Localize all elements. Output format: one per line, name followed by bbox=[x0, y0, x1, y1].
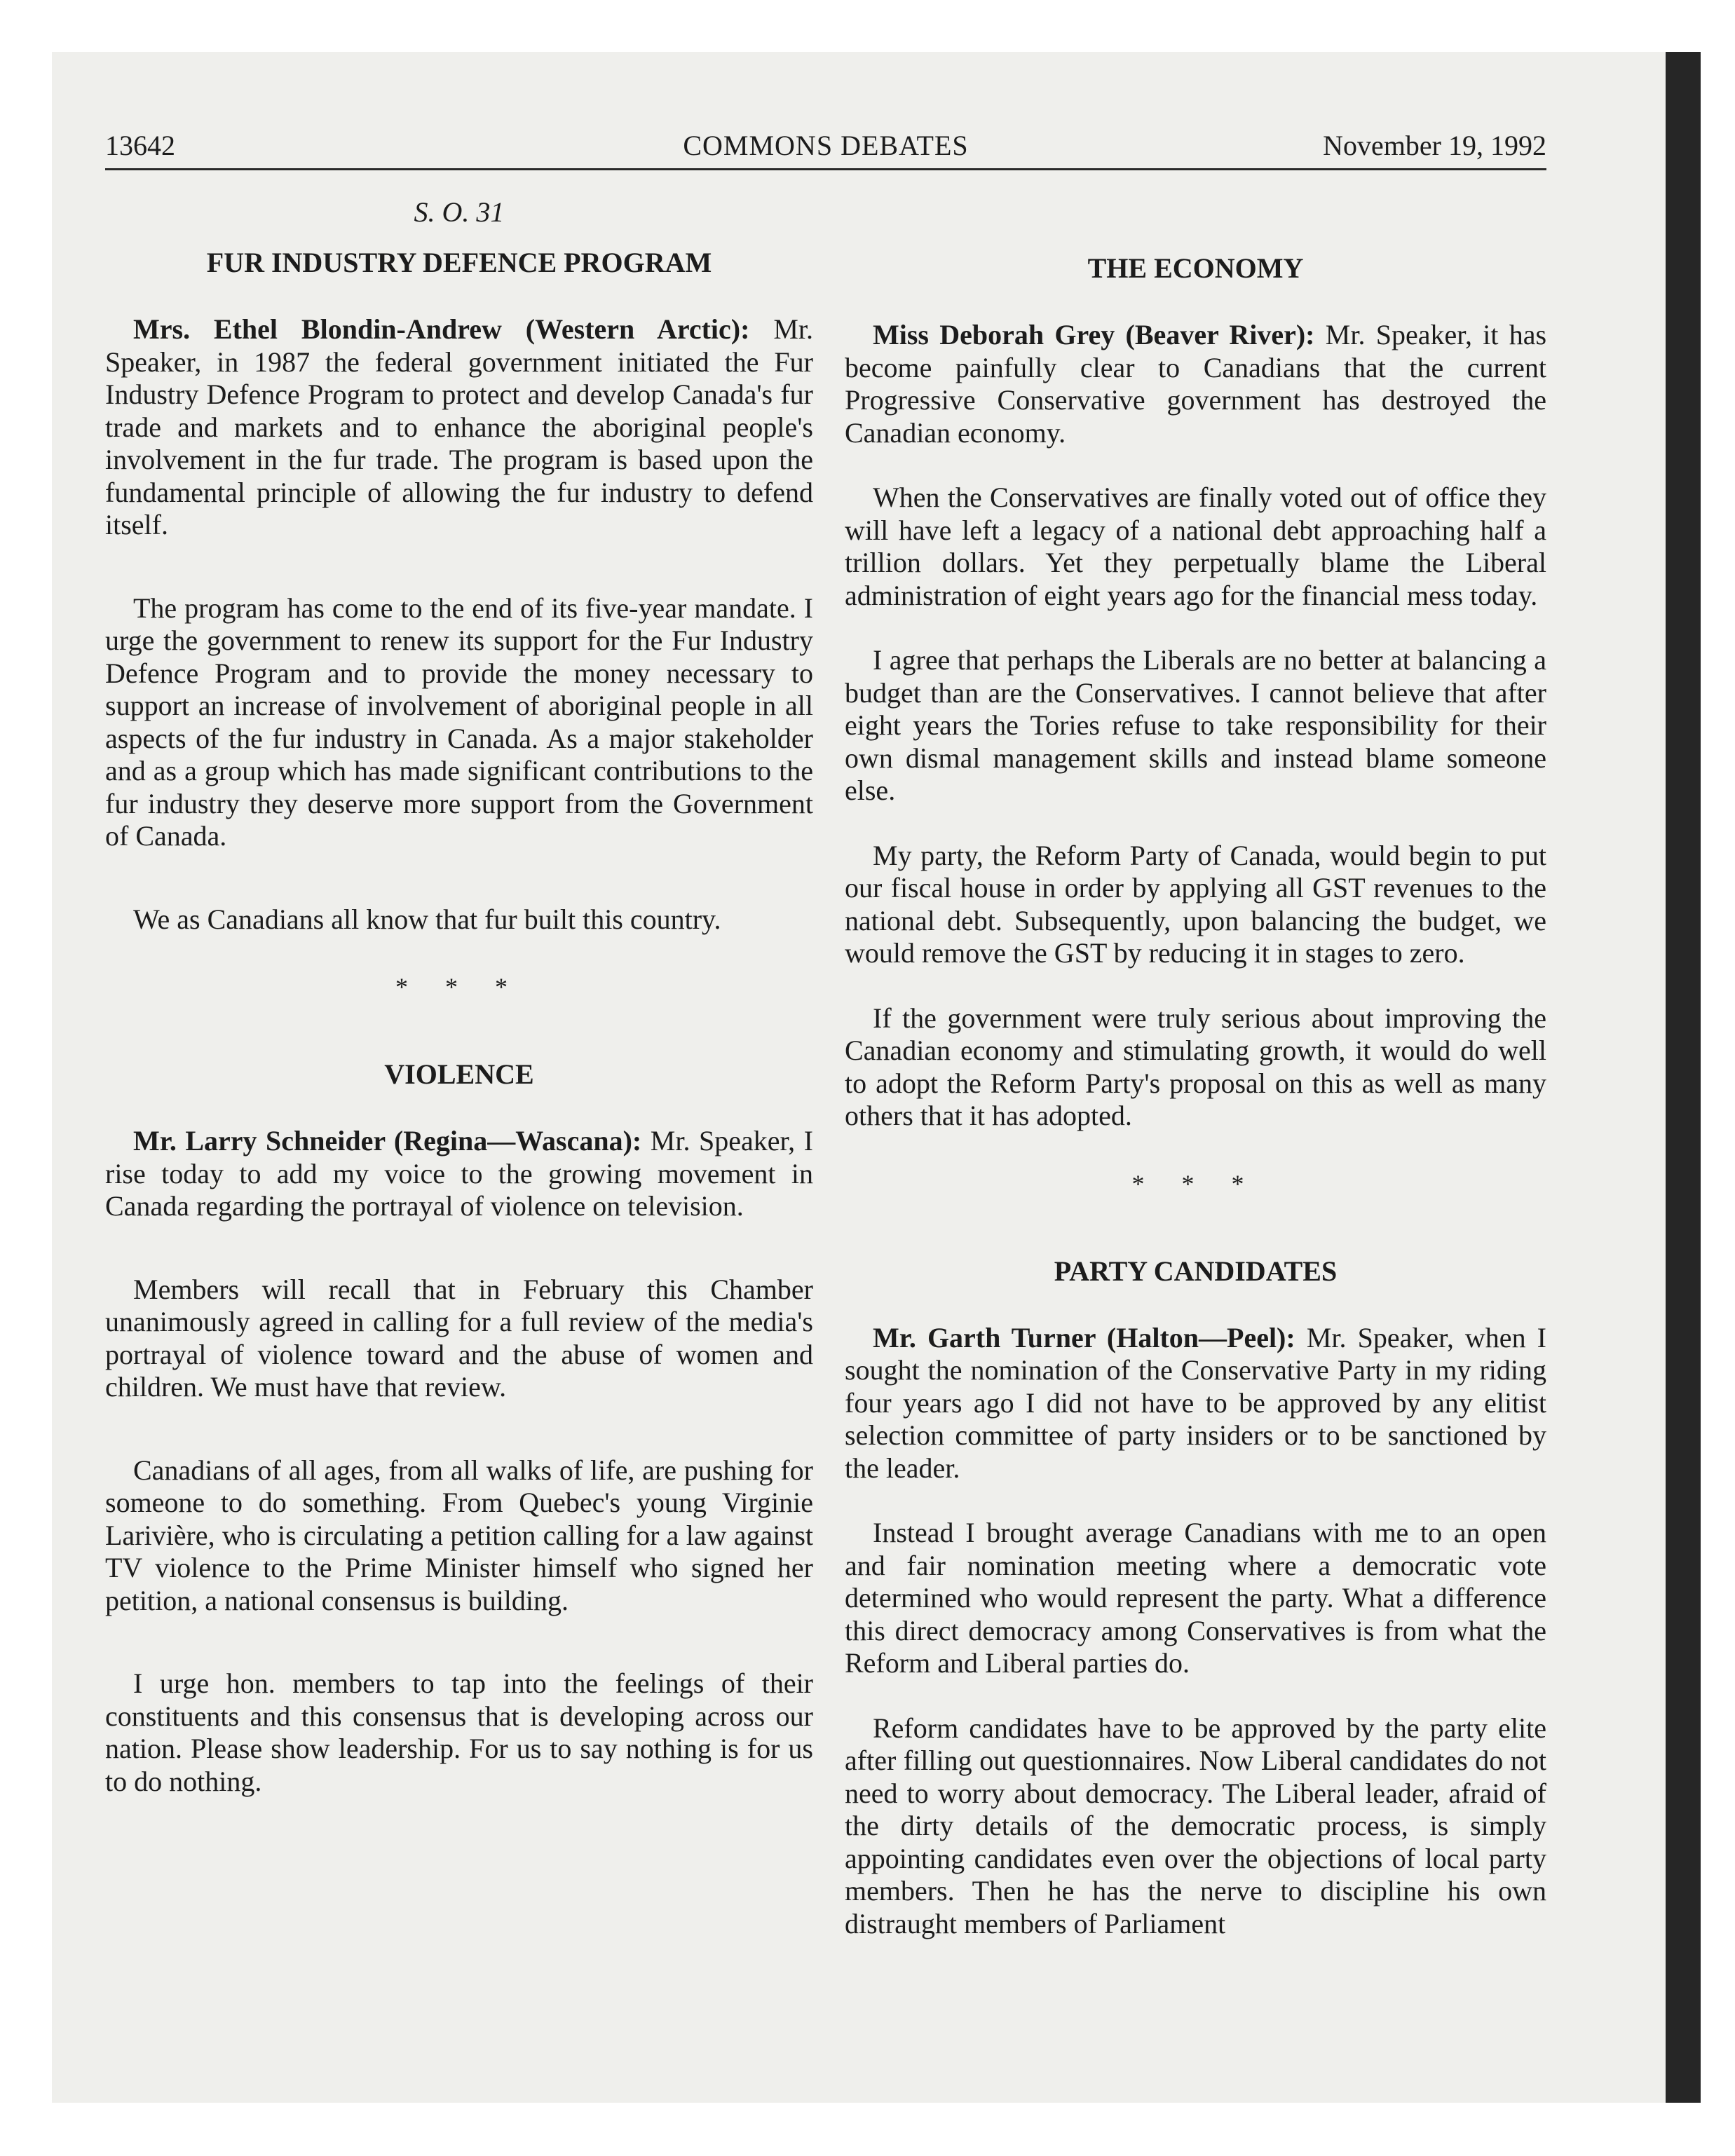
left-column bbox=[105, 193, 813, 1830]
running-header bbox=[105, 126, 1546, 170]
paragraph: Instead I brought average Canadians with me to an open and fair nomination meeting where a democratic vote determined who would represent the party. What a difference this direct democracy among Conservatives is from what the Reform and Liberal parties do. bbox=[845, 1517, 1546, 1679]
section-separator: * * * bbox=[395, 973, 523, 1001]
speaker-name: Miss Deborah Grey (Beaver River): bbox=[873, 319, 1315, 350]
section-heading-economy: THE ECONOMY bbox=[1087, 252, 1304, 284]
paragraph: If the government were truly serious about improving the Canadian economy and stimulating growth, it would do well to adopt the Reform Party's proposal on this as well as many others that it has adopted. bbox=[845, 1002, 1546, 1131]
paragraph: Reform candidates have to be approved by the party elite after filling out questionnaires. Now Liberal candidates do not need to worry about democracy. The Liberal leader, afraid of the dirty details of the democratic process, is simply appointing candidates even over the objections of local party members. Then he has the nerve to discipline his own distraught members of Parliament bbox=[845, 1712, 1546, 1939]
header-date: November 19, 1992 bbox=[1323, 130, 1546, 161]
section-heading-party-candidates: PARTY CANDIDATES bbox=[1054, 1255, 1338, 1287]
speaker-name: Mr. Larry Schneider (Regina—Wascana): bbox=[133, 1125, 642, 1157]
paragraph: Mr. Larry Schneider (Regina—Wascana): Mr. Speaker, I rise today to add my voice to the growing movement in Canada regarding the portrayal of violence on television. bbox=[105, 1125, 814, 1222]
paragraph: Mrs. Ethel Blondin-Andrew (Western Arctic): Mr. Speaker, in 1987 the federal government initiated the Fur Industry Defence Program to protect and develop Canada's fur trade and markets and to enhance the aboriginal people's involvement in the fur trade. The program is based upon the fundamental principle of allowing the fur industry to defend itself. bbox=[105, 313, 813, 540]
paragraph: The program has come to the end of its five-year mandate. I urge the government to renew its support for the Fur Industry Defence Program and to provide the money necessary to support an increase of involvement of aboriginal people in all aspects of the fur industry in Canada. As a major stakeholder and as a group which has made significant contributions to the fur industry they deserve more support from the Government of Canada. bbox=[105, 592, 813, 852]
section-separator: * * * bbox=[1131, 1169, 1260, 1198]
paragraph: I agree that perhaps the Liberals are no better at balancing a budget than are the Conservatives. I cannot believe that after eight years the Tories refuse to take responsibility for their own dismal management skills and instead blame someone else. bbox=[845, 644, 1546, 806]
paragraph: Members will recall that in February this Chamber unanimously agreed in calling for a full review of the media's portrayal of violence toward and the abuse of women and children. We must have that review. bbox=[105, 1273, 813, 1403]
right-column bbox=[845, 193, 1546, 1972]
paragraph: Miss Deborah Grey (Beaver River): Mr. Speaker, it has become painfully clear to Canadians that the current Progressive Conservative government has destroyed the Canadian economy. bbox=[845, 319, 1547, 449]
paragraph: Canadians of all ages, from all walks of life, are pushing for someone to do something. From Quebec's young Virginie Larivière, who is circulating a petition calling for a law against TV violence to the Prime Minister himself who signed her petition, a national consensus is building. bbox=[105, 1454, 813, 1616]
paragraph: Mr. Garth Turner (Halton—Peel): Mr. Speaker, when I sought the nomination of the Conservative Party in my riding four years ago I did not have to be approved by any elitist selection committee of party insiders or to be sanctioned by the leader. bbox=[845, 1321, 1546, 1484]
paragraph: I urge hon. members to tap into the feelings of their constituents and this consensus that is developing across our nation. Please show leadership. For us to say nothing is for us to do nothing. bbox=[105, 1667, 813, 1797]
speaker-name: Mr. Garth Turner (Halton—Peel): bbox=[873, 1321, 1295, 1353]
page-number: 13642 bbox=[105, 130, 175, 161]
section-heading-violence: VIOLENCE bbox=[384, 1058, 534, 1090]
speaker-name: Mrs. Ethel Blondin-Andrew (Western Arctic): bbox=[133, 313, 750, 345]
paragraph: When the Conservatives are finally voted out of office they will have left a legacy of a national debt approaching half a trillion dollars. Yet they perpetually blame the Liberal administration of eight years ago for the financial mess today. bbox=[845, 482, 1546, 611]
publication-title: COMMONS DEBATES bbox=[683, 130, 969, 161]
paragraph: My party, the Reform Party of Canada, would begin to put our fiscal house in order by applying all GST revenues to the national debt. Subsequently, upon balancing the budget, we would remove the GST by reducing it in stages to zero. bbox=[845, 839, 1546, 969]
standing-order-label: S. O. 31 bbox=[414, 196, 505, 228]
section-heading-fur: FUR INDUSTRY DEFENCE PROGRAM bbox=[206, 247, 712, 278]
paragraph: We as Canadians all know that fur built this country. bbox=[133, 903, 721, 935]
scan-binding-edge bbox=[1666, 52, 1701, 2103]
